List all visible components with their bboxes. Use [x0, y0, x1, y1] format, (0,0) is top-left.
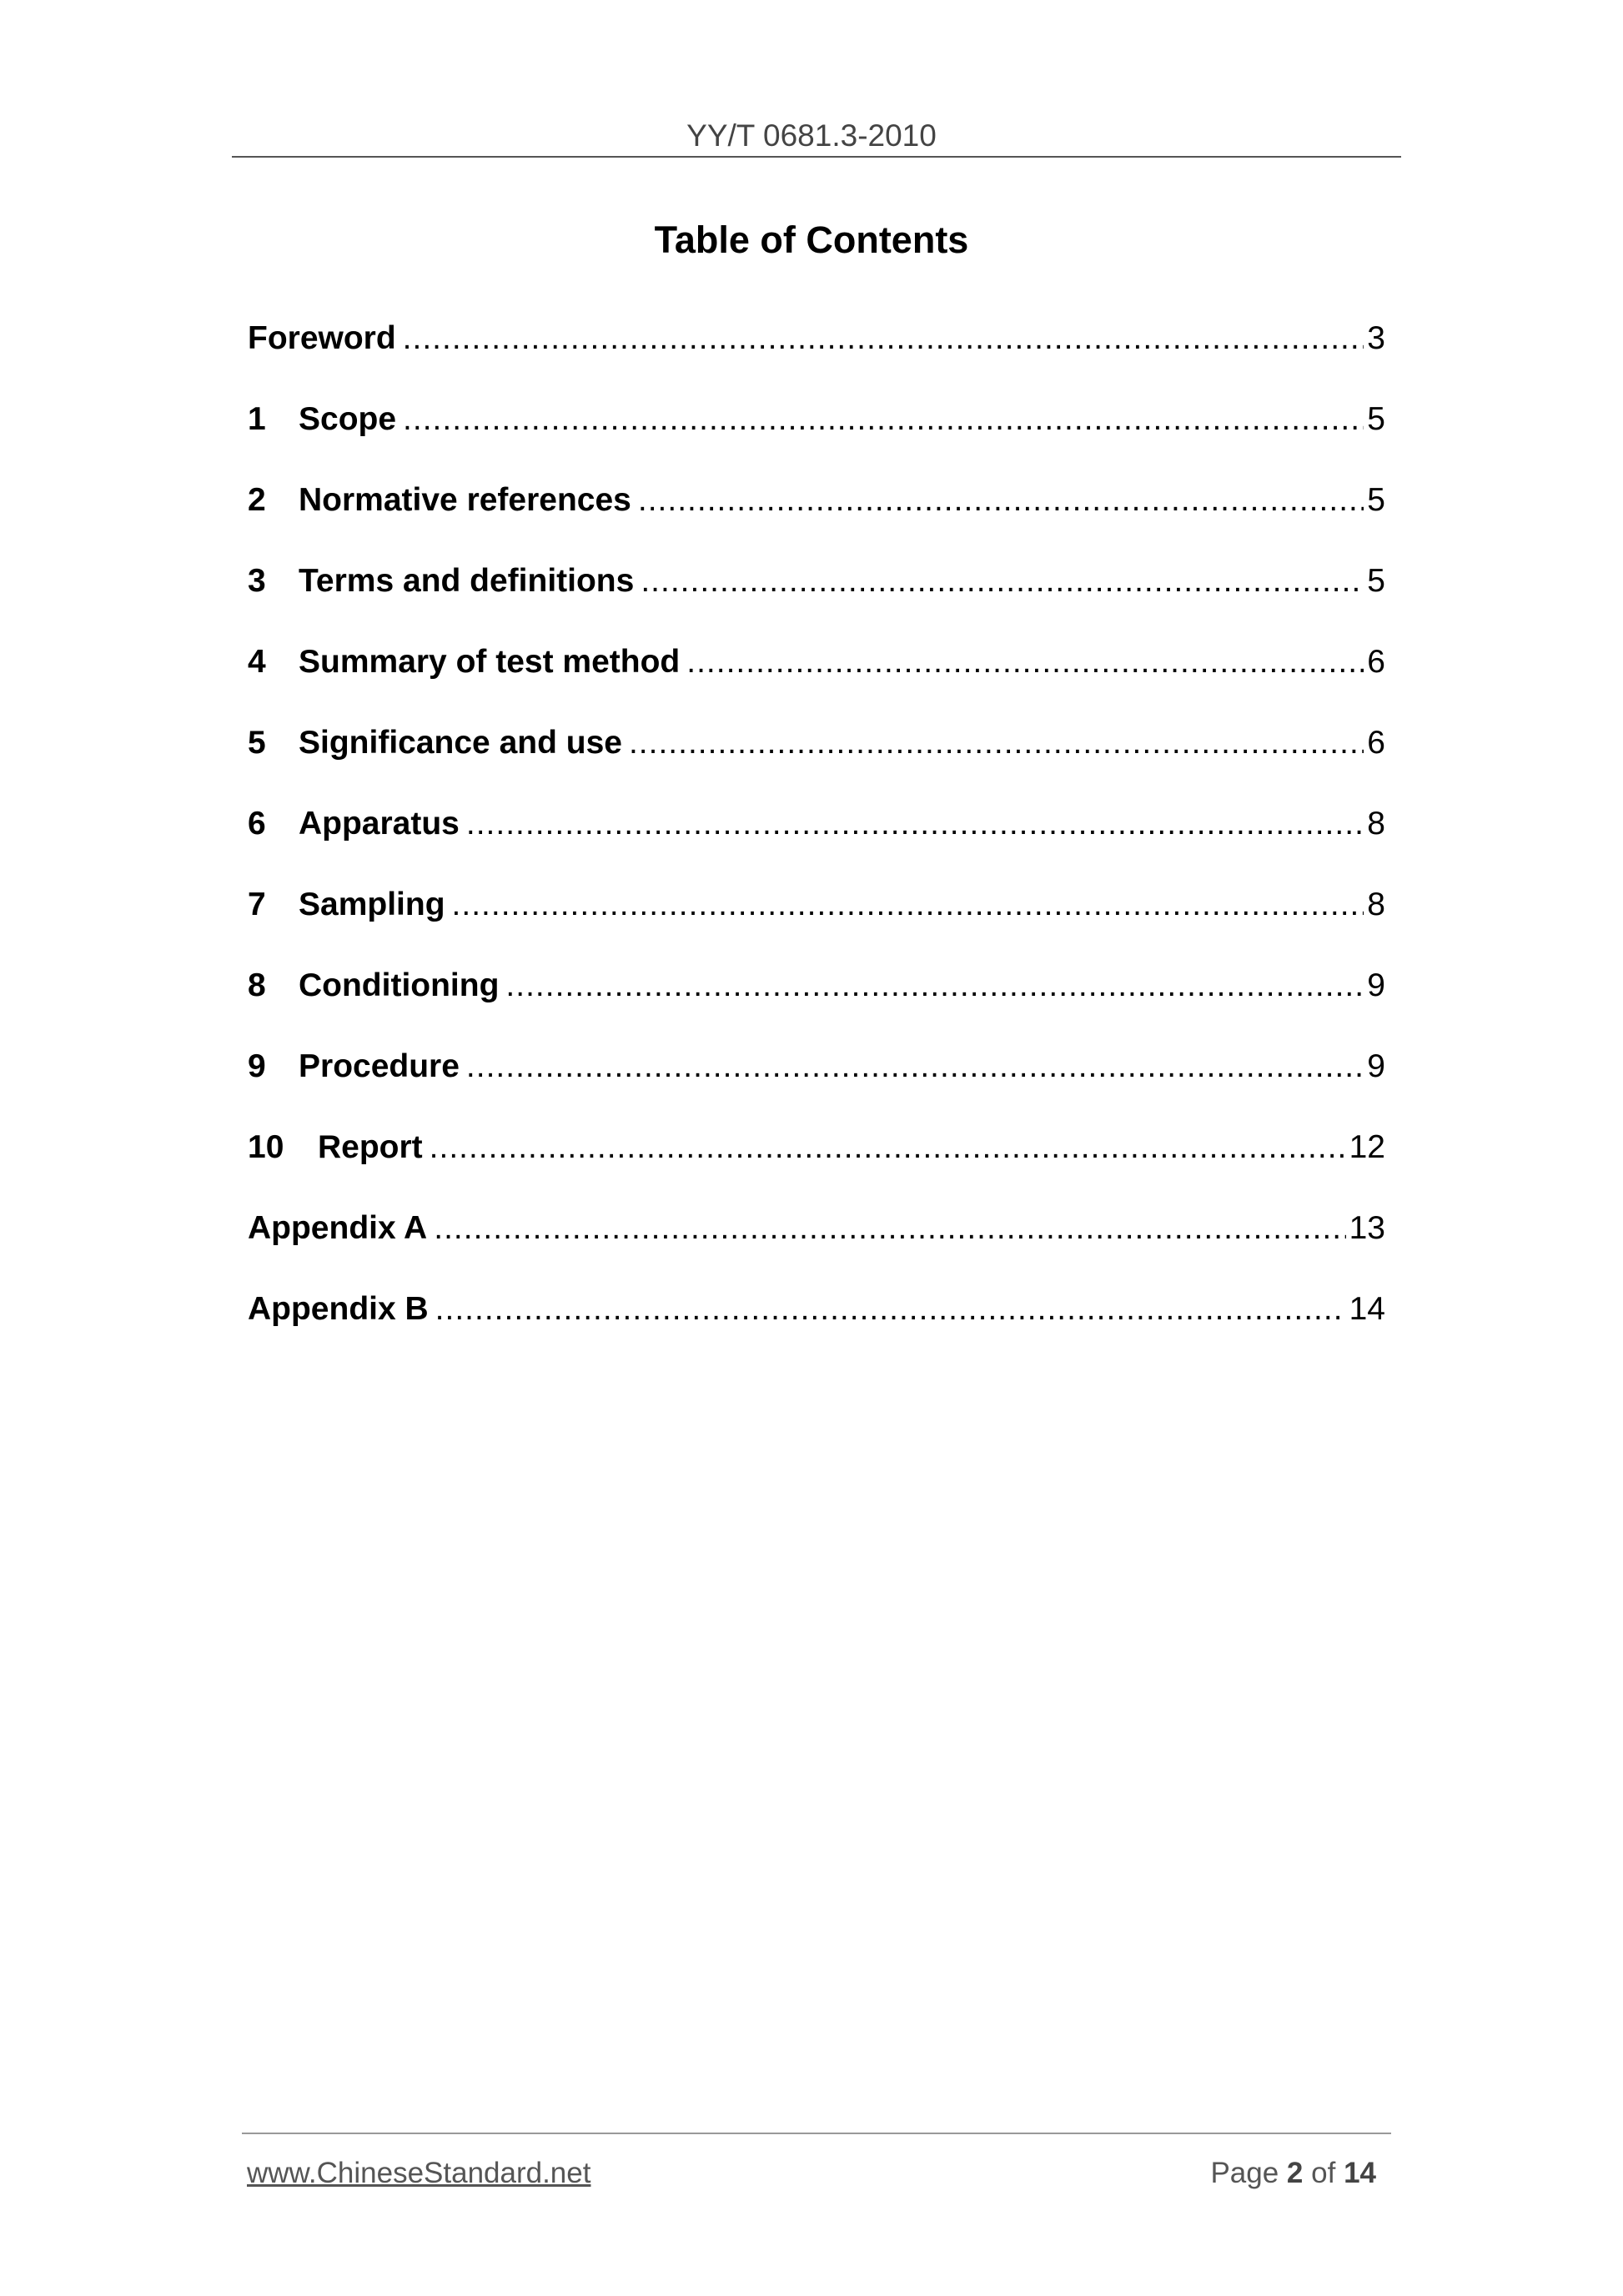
toc-leader-dots — [641, 558, 1364, 605]
toc-entry-label: Significance and use — [299, 725, 622, 761]
toc-entry-label: Appendix A — [248, 1210, 428, 1246]
toc-section-number: 1 — [248, 401, 266, 437]
toc-page-number: 5 — [1367, 401, 1385, 437]
toc-page-number: 6 — [1367, 725, 1385, 761]
toc-entry-report[interactable] — [248, 1124, 1385, 1205]
toc-section-number: 7 — [248, 887, 266, 922]
toc-leader-dots — [629, 720, 1364, 766]
toc-entry-conditioning[interactable] — [248, 962, 1385, 1043]
toc-entry-procedure[interactable] — [248, 1043, 1385, 1124]
toc-leader-dots — [466, 801, 1364, 847]
toc-section-number: 5 — [248, 725, 266, 761]
page-of-label: of — [1311, 2157, 1336, 2189]
toc-leader-dots — [435, 1286, 1346, 1333]
footer-divider — [242, 2133, 1391, 2134]
page-title: Table of Contents — [654, 219, 969, 261]
total-page-count: 14 — [1344, 2157, 1376, 2189]
toc-entry-label: Terms and definitions — [299, 563, 635, 599]
toc-page-number: 3 — [1367, 320, 1385, 356]
toc-entry-appendix-a[interactable] — [248, 1205, 1385, 1286]
toc-entry-label: Foreword — [248, 320, 396, 356]
toc-entry-label: Conditioning — [299, 967, 500, 1003]
toc-page-number: 9 — [1367, 1048, 1385, 1084]
page-counter — [1210, 2156, 1376, 2191]
toc-entry-foreword[interactable] — [248, 315, 1385, 396]
toc-entry-significance-and-use[interactable] — [248, 720, 1385, 801]
toc-leader-dots — [434, 1205, 1345, 1252]
toc-page-number: 13 — [1349, 1210, 1385, 1246]
toc-leader-dots — [466, 1043, 1364, 1090]
toc-entry-label: Normative references — [299, 482, 631, 518]
toc-section-number: 4 — [248, 644, 266, 680]
toc-entry-normative-references[interactable] — [248, 477, 1385, 558]
toc-page-number: 12 — [1349, 1129, 1385, 1165]
toc-entry-terms-and-definitions[interactable] — [248, 558, 1385, 639]
toc-page-number: 14 — [1349, 1291, 1385, 1327]
toc-page-number: 5 — [1367, 482, 1385, 518]
toc-entry-sampling[interactable] — [248, 882, 1385, 962]
toc-section-number: 9 — [248, 1048, 266, 1084]
toc-section-number: 8 — [248, 967, 266, 1003]
toc-leader-dots — [505, 962, 1364, 1009]
toc-leader-dots — [430, 1124, 1346, 1171]
toc-leader-dots — [638, 477, 1364, 524]
toc-page-number: 9 — [1367, 967, 1385, 1003]
toc-page-number: 6 — [1367, 644, 1385, 680]
table-of-contents — [248, 315, 1385, 1367]
toc-leader-dots — [403, 396, 1364, 443]
toc-page-number: 8 — [1367, 806, 1385, 842]
toc-entry-apparatus[interactable] — [248, 801, 1385, 882]
toc-section-number: 3 — [248, 563, 266, 599]
toc-section-number: 10 — [248, 1129, 284, 1165]
toc-entry-label: Report — [318, 1129, 423, 1165]
toc-section-number: 2 — [248, 482, 266, 518]
toc-entry-label: Procedure — [299, 1048, 460, 1084]
document-code: YY/T 0681.3-2010 — [686, 118, 937, 153]
page-prefix: Page — [1210, 2157, 1279, 2189]
toc-entry-label: Scope — [299, 401, 397, 437]
website-link[interactable]: www.ChineseStandard.net — [247, 2157, 591, 2189]
toc-section-number: 6 — [248, 806, 266, 842]
toc-entry-scope[interactable] — [248, 396, 1385, 477]
toc-leader-dots — [452, 882, 1364, 928]
toc-page-number: 5 — [1367, 563, 1385, 599]
toc-entry-appendix-b[interactable] — [248, 1286, 1385, 1367]
toc-entry-label: Apparatus — [299, 806, 460, 842]
current-page-number: 2 — [1286, 2157, 1304, 2189]
toc-page-number: 8 — [1367, 887, 1385, 922]
toc-entry-label: Summary of test method — [299, 644, 681, 680]
toc-entry-label: Appendix B — [248, 1291, 429, 1327]
toc-leader-dots — [686, 639, 1364, 686]
toc-entry-label: Sampling — [299, 887, 445, 922]
toc-entry-summary-of-test-method[interactable] — [248, 639, 1385, 720]
toc-leader-dots — [403, 315, 1364, 362]
header-divider — [232, 156, 1401, 158]
